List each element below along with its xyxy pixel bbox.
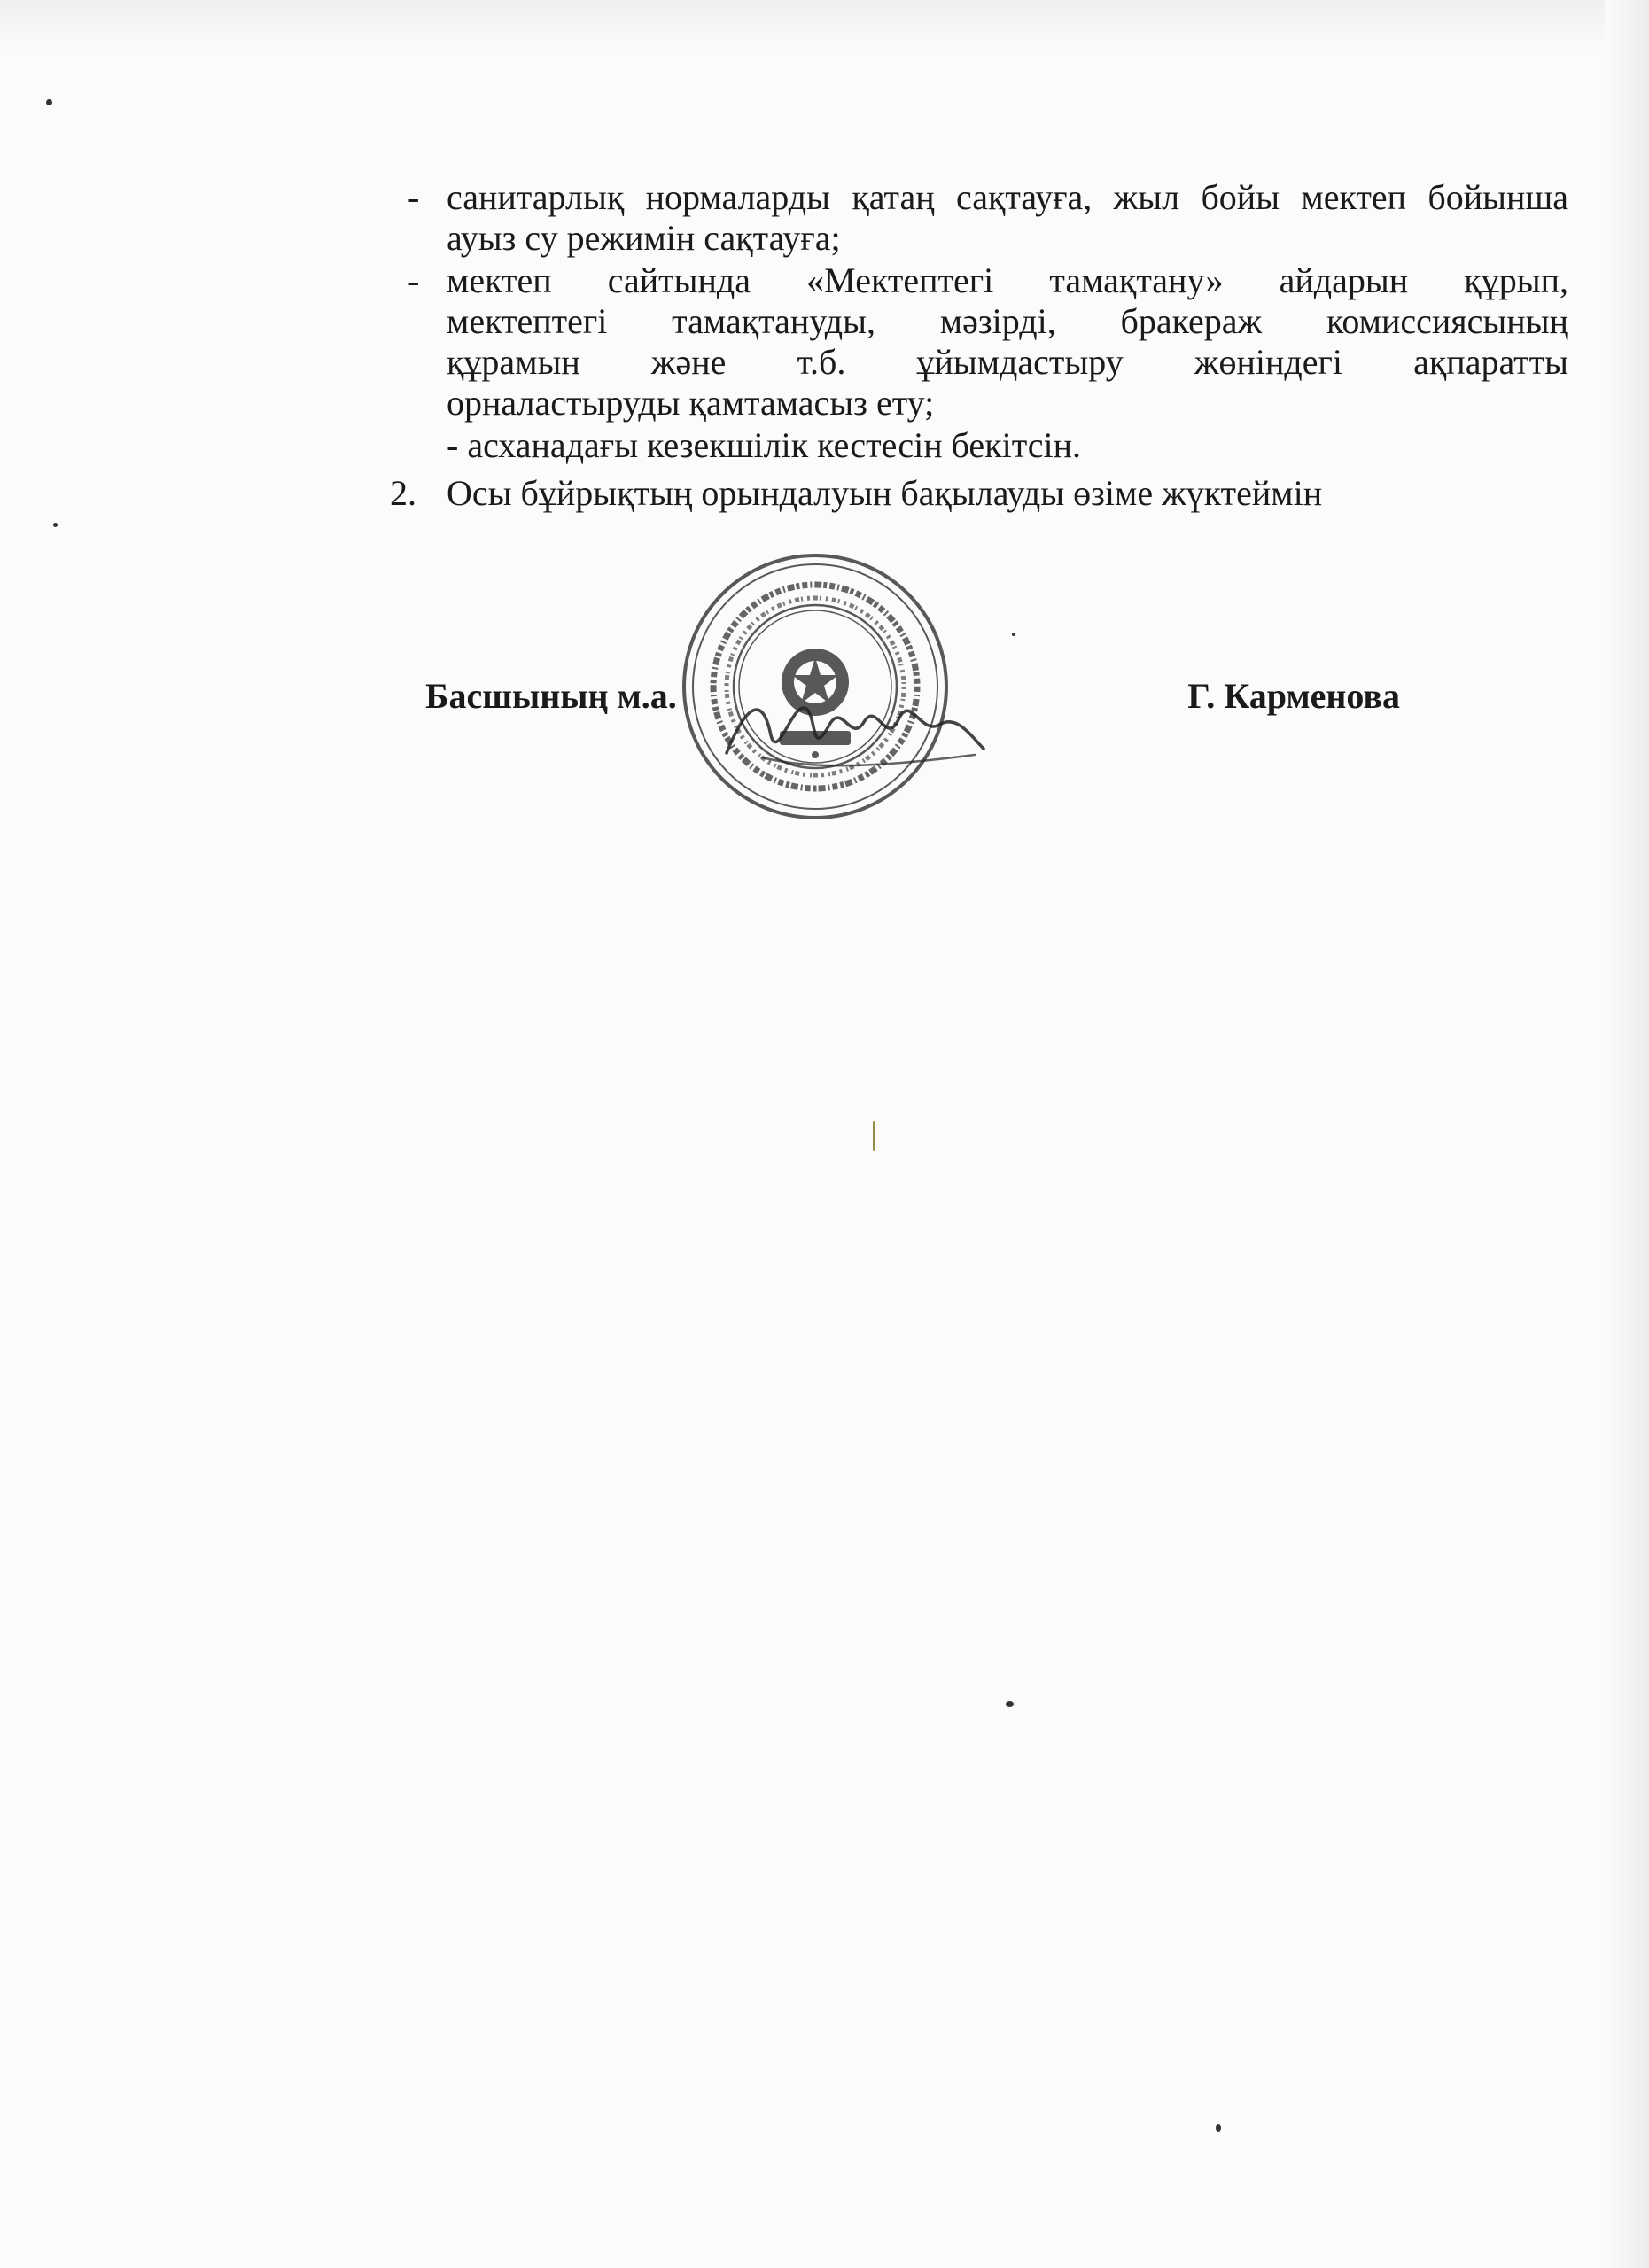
bullet-line: орналастыруды қамтамасыз ету; bbox=[447, 383, 935, 423]
bullet-item bbox=[390, 260, 1568, 423]
order-body bbox=[390, 177, 1568, 514]
signature-block bbox=[425, 675, 1400, 728]
bullet-item bbox=[390, 177, 1568, 259]
scan-edge-top bbox=[0, 0, 1649, 53]
scan-speck bbox=[1216, 2124, 1221, 2132]
duty-schedule-line: - асханадағы кезекшілік кестесін бекітсін. bbox=[447, 425, 1081, 465]
bullet-line: санитарлық нормаларды қатаң сақтауға, жыл бойы мектеп бойынша bbox=[447, 177, 1568, 217]
item-number: 2. bbox=[390, 473, 416, 513]
bullet-line: құрамын және т.б. ұйымдастыру жөніндегі ақпаратты bbox=[447, 342, 1568, 382]
scan-speck bbox=[873, 1121, 875, 1151]
bullet-line: мектептегі тамақтануды, мәзірді, бракераж комиссиясының bbox=[447, 301, 1568, 341]
scan-speck bbox=[1006, 1701, 1014, 1707]
signatory-position: Басшының м.а. bbox=[425, 676, 677, 716]
scan-speck bbox=[1012, 633, 1015, 636]
bullet-line: мектеп сайтында «Мектептегі тамақтану» айдарын құрып, bbox=[447, 260, 1568, 300]
signatory-name: Г. Карменова bbox=[1187, 676, 1400, 716]
bullet-marker: - bbox=[408, 177, 420, 217]
scan-speck bbox=[53, 523, 58, 527]
scan-edge-right bbox=[1605, 0, 1649, 2268]
scan-speck bbox=[46, 99, 52, 105]
item-text: Осы бұйрықтың орындалуын бақылауды өзіме жүктеймін bbox=[447, 473, 1323, 513]
bullet-line: ауыз су режимін сақтауға; bbox=[447, 218, 841, 258]
bullet-marker: - bbox=[408, 260, 420, 300]
numbered-item-2 bbox=[390, 473, 1568, 514]
